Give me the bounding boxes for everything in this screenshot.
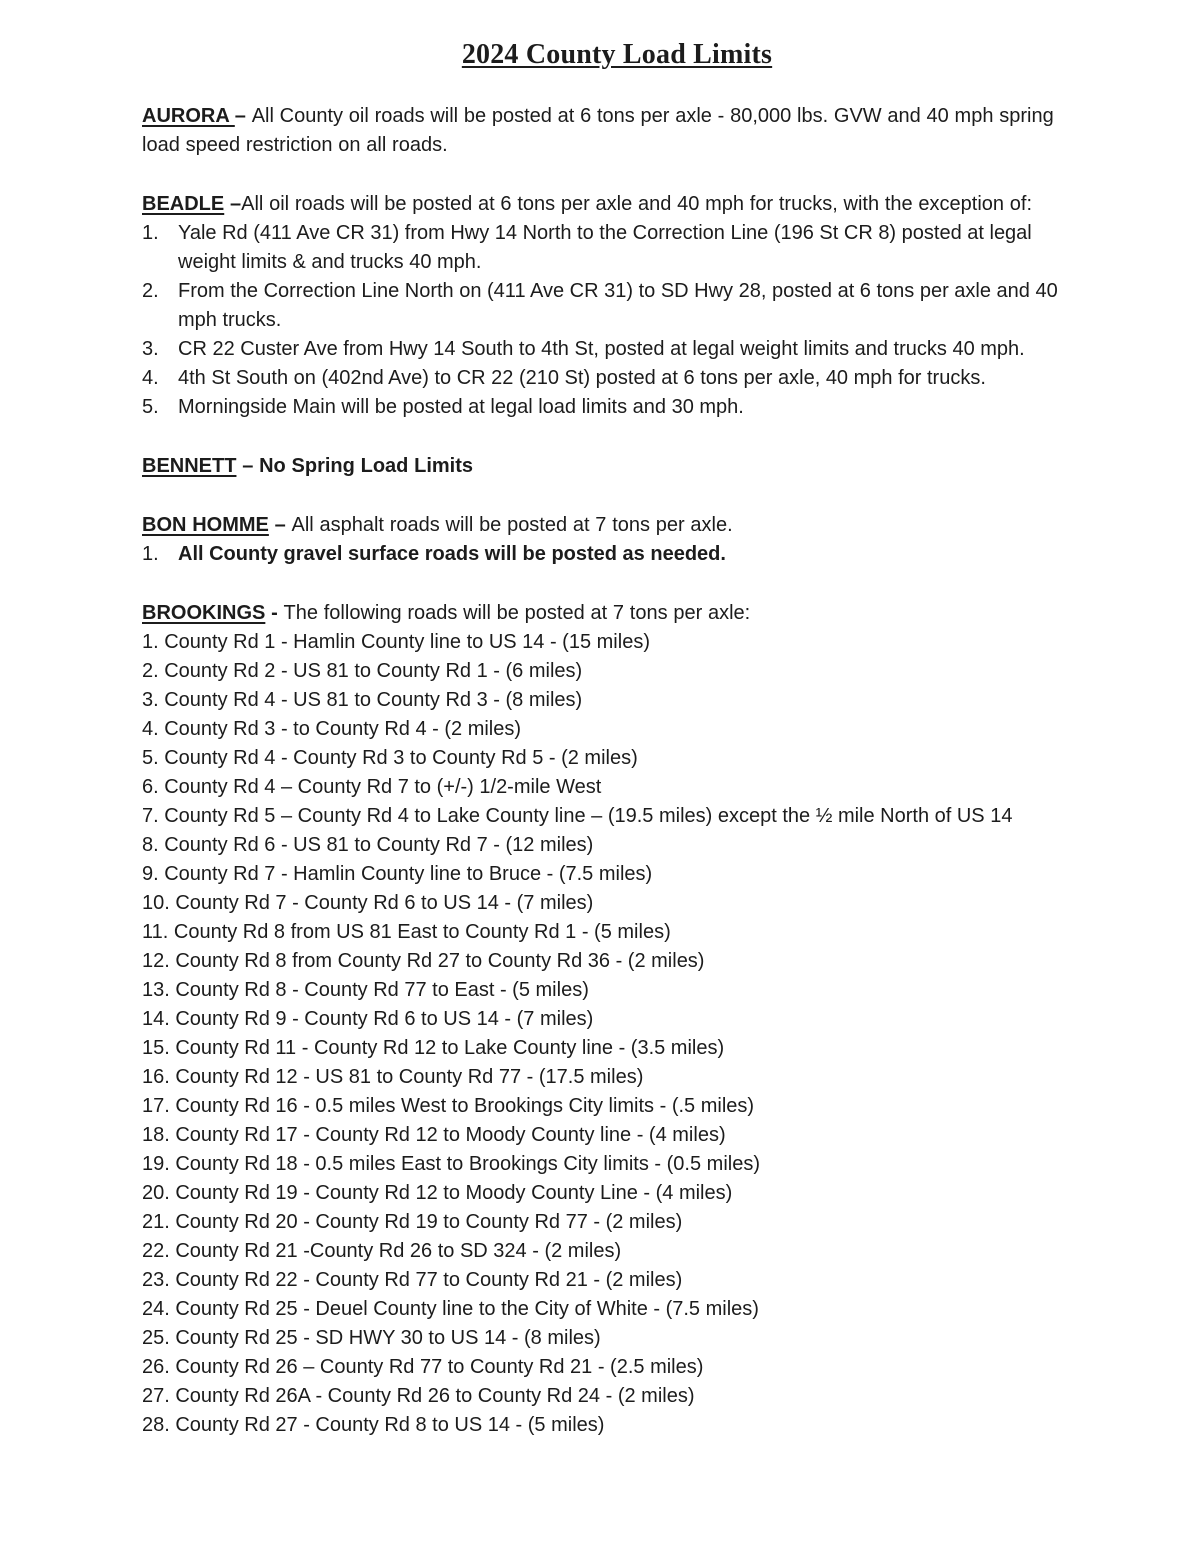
- section-separator: –: [236, 455, 260, 477]
- county-name-aurora: AURORA: [142, 105, 235, 127]
- section-separator: –: [234, 105, 252, 127]
- section-aurora: [142, 102, 1092, 160]
- list-item: [142, 540, 1092, 569]
- section-brookings: [142, 599, 1092, 1440]
- road-list-item: 13. County Rd 8 - County Rd 77 to East - (5 miles): [142, 979, 589, 1001]
- road-list-item: 17. County Rd 16 - 0.5 miles West to Brookings City limits - (.5 miles): [142, 1095, 755, 1117]
- road-list-item: 28. County Rd 27 - County Rd 8 to US 14 - (5 miles): [142, 1414, 605, 1436]
- county-name-bon-homme: BON HOMME: [142, 514, 269, 536]
- road-list-item: 7. County Rd 5 – County Rd 4 to Lake County line – (19.5 miles) except the ½ mile North of US 14: [142, 805, 1013, 827]
- road-list-item: 8. County Rd 6 - US 81 to County Rd 7 - (12 miles): [142, 834, 594, 856]
- road-list-item: 11. County Rd 8 from US 81 East to County Rd 1 - (5 miles): [142, 921, 671, 943]
- list-item: [142, 393, 1092, 422]
- section-beadle: [142, 190, 1092, 422]
- road-list-item: 26. County Rd 26 – County Rd 77 to County Rd 21 - (2.5 miles): [142, 1356, 704, 1378]
- road-list-item: 6. County Rd 4 – County Rd 7 to (+/-) 1/2-mile West: [142, 776, 602, 798]
- list-item: [142, 277, 1092, 335]
- road-list-item: 16. County Rd 12 - US 81 to County Rd 77 - (17.5 miles): [142, 1066, 644, 1088]
- item-number: 2.: [142, 280, 159, 302]
- road-list-item: 23. County Rd 22 - County Rd 77 to County Rd 21 - (2 miles): [142, 1269, 683, 1291]
- list-item: [142, 364, 1092, 393]
- section-intro-bennett: No Spring Load Limits: [259, 455, 474, 477]
- item-number: 1.: [142, 543, 159, 565]
- section-heading-bennett: [142, 452, 1092, 481]
- county-name-beadle: BEADLE: [142, 193, 225, 215]
- list-item: [142, 335, 1092, 364]
- bon-homme-road-list: [142, 540, 1092, 569]
- item-text: Morningside Main will be posted at legal load limits and 30 mph.: [178, 396, 744, 418]
- section-bennett: [142, 452, 1092, 481]
- section-heading-beadle: [142, 190, 1092, 219]
- road-list-item: 3. County Rd 4 - US 81 to County Rd 3 - (8 miles): [142, 689, 583, 711]
- section-heading-aurora: [142, 102, 1092, 160]
- section-bon-homme: [142, 511, 1092, 569]
- road-list-item: 10. County Rd 7 - County Rd 6 to US 14 - (7 miles): [142, 892, 594, 914]
- road-list-item: 4. County Rd 3 - to County Rd 4 - (2 miles): [142, 718, 522, 740]
- doc-title: 2024 County Load Limits: [461, 39, 773, 70]
- road-list-item: 24. County Rd 25 - Deuel County line to the City of White - (7.5 miles): [142, 1298, 759, 1320]
- road-list-item: 20. County Rd 19 - County Rd 12 to Moody County Line - (4 miles): [142, 1182, 733, 1204]
- road-list-item: 15. County Rd 11 - County Rd 12 to Lake County line - (3.5 miles): [142, 1037, 725, 1059]
- road-list-item: 22. County Rd 21 -County Rd 26 to SD 324 - (2 miles): [142, 1240, 622, 1262]
- section-intro-aurora: All County oil roads will be posted at 6 tons per axle - 80,000 lbs. GVW and 40 mph spring load speed restriction on all roads.: [142, 105, 1060, 156]
- brookings-road-list: [142, 628, 1092, 1440]
- item-text: All County gravel surface roads will be posted as needed.: [178, 543, 726, 565]
- road-list-item: 25. County Rd 25 - SD HWY 30 to US 14 - (8 miles): [142, 1327, 601, 1349]
- county-name-bennett: BENNETT: [142, 455, 237, 477]
- road-list-item: 14. County Rd 9 - County Rd 6 to US 14 - (7 miles): [142, 1008, 594, 1030]
- item-number: 5.: [142, 396, 159, 418]
- section-separator: -: [265, 602, 284, 624]
- road-list-item: 5. County Rd 4 - County Rd 3 to County Rd 5 - (2 miles): [142, 747, 638, 769]
- road-list-item: 19. County Rd 18 - 0.5 miles East to Brookings City limits - (0.5 miles): [142, 1153, 760, 1175]
- item-number: 4.: [142, 367, 159, 389]
- item-text: From the Correction Line North on (411 Ave CR 31) to SD Hwy 28, posted at 6 tons per axle and 40 mph trucks.: [178, 280, 1064, 331]
- county-name-brookings: BROOKINGS: [142, 602, 266, 624]
- list-item: [142, 219, 1092, 277]
- road-list-item: 1. County Rd 1 - Hamlin County line to US 14 - (15 miles): [142, 631, 650, 653]
- section-separator: –: [224, 193, 242, 215]
- item-text: CR 22 Custer Ave from Hwy 14 South to 4th St, posted at legal weight limits and trucks 40 mph.: [178, 338, 1025, 360]
- road-list-item: 21. County Rd 20 - County Rd 19 to County Rd 77 - (2 miles): [142, 1211, 683, 1233]
- item-number: 3.: [142, 338, 159, 360]
- road-list-item: 18. County Rd 17 - County Rd 12 to Moody County line - (4 miles): [142, 1124, 726, 1146]
- section-intro-beadle: All oil roads will be posted at 6 tons per axle and 40 mph for trucks, with the exception of:: [241, 193, 1033, 215]
- item-text: Yale Rd (411 Ave CR 31) from Hwy 14 North to the Correction Line (196 St CR 8) posted at legal weight limits & and trucks 40 mph.: [178, 222, 1038, 273]
- section-heading-bon-homme: [142, 511, 1092, 540]
- item-number: 1.: [142, 222, 159, 244]
- road-list-item: 2. County Rd 2 - US 81 to County Rd 1 - (6 miles): [142, 660, 583, 682]
- road-list-item: 27. County Rd 26A - County Rd 26 to County Rd 24 - (2 miles): [142, 1385, 695, 1407]
- item-text: 4th St South on (402nd Ave) to CR 22 (210 St) posted at 6 tons per axle, 40 mph for trucks.: [178, 367, 986, 389]
- section-intro-brookings: The following roads will be posted at 7 tons per axle:: [283, 602, 751, 624]
- section-heading-brookings: [142, 599, 1092, 628]
- section-intro-bon-homme: All asphalt roads will be posted at 7 tons per axle.: [291, 514, 733, 536]
- beadle-road-list: [142, 219, 1092, 422]
- road-list-item: 12. County Rd 8 from County Rd 27 to County Rd 36 - (2 miles): [142, 950, 705, 972]
- section-separator: –: [268, 514, 292, 536]
- road-list-item: 9. County Rd 7 - Hamlin County line to Bruce - (7.5 miles): [142, 863, 653, 885]
